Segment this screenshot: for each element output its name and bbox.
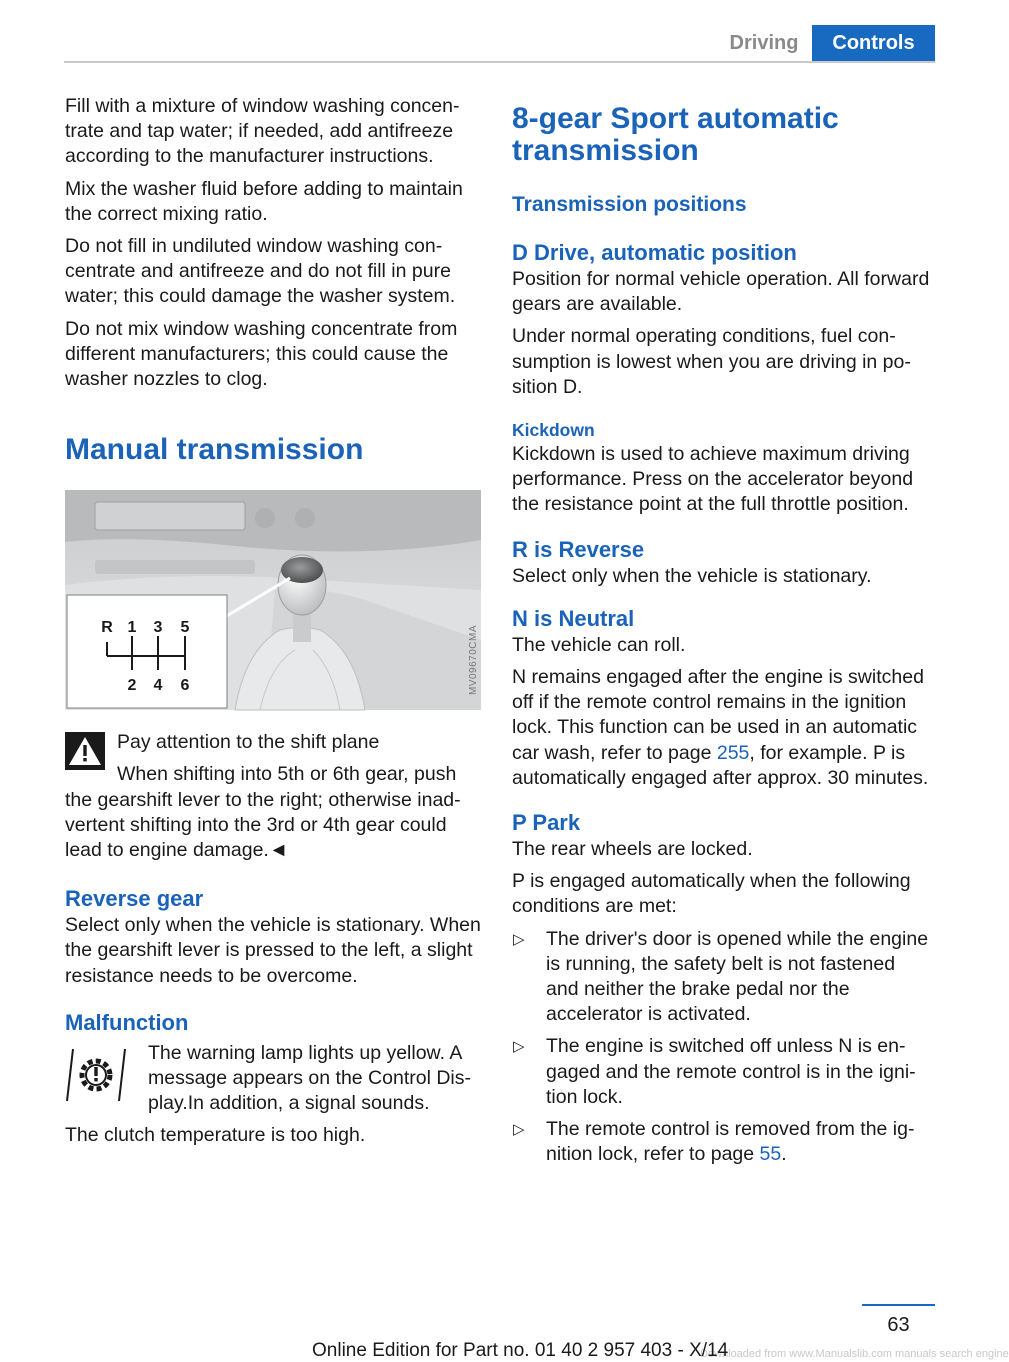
automatic-transmission-title: 8-gear Sport automatic transmission (512, 102, 839, 167)
warning-note (65, 730, 481, 787)
pattern-label-3: 3 (153, 619, 163, 637)
bullet-text-end: . (781, 1143, 787, 1166)
p-park-text-1: The rear wheels are locked. (512, 838, 753, 861)
washer-paragraph-4: Do not mix window washing concentrate from different manufacturers; this could cause the washer nozzles to clog. (65, 317, 458, 391)
r-reverse-title: R is Reverse (512, 536, 645, 562)
watermark: Downloaded from www.Manualslib.com manuals search engine (700, 1348, 1009, 1360)
list-item (512, 1117, 930, 1167)
left-column (65, 94, 481, 1156)
n-neutral-text-1: The vehicle can roll. (512, 633, 686, 656)
bullet-triangle-icon: ▷ (513, 930, 525, 948)
warning-title: Pay attention to the shift plane (117, 731, 380, 754)
bullet-triangle-icon: ▷ (513, 1038, 525, 1056)
pattern-label-6: 6 (180, 677, 190, 695)
d-drive-title: D Drive, automatic position (512, 240, 797, 265)
n-neutral-text-2b: , for example. P is automatically engaged after approx. 30 minutes. (512, 741, 929, 789)
kickdown-title: Kickdown (512, 420, 595, 441)
pattern-label-5: 5 (180, 619, 190, 637)
washer-paragraph-3: Do not fill in undiluted window washing concentrate and antifreeze and do not fill in pure water; this could damage the washer system. (65, 235, 456, 308)
list-item (512, 927, 930, 1028)
kickdown-text: Kickdown is used to achieve maximum driving performance. Press on the accelerator beyond the resistance point at the full throttle position. (512, 443, 914, 516)
list-item (512, 1034, 930, 1110)
warning-text-line1: When shifting into 5th or 6th gear, push (117, 763, 457, 786)
tab-controls[interactable]: Controls (812, 25, 935, 62)
bullet-triangle-icon: ▷ (513, 1121, 525, 1139)
n-neutral-text-2a: N remains engaged after the engine is switched off if the remote control remains in the ignition lock. This function can be used in an automatic car wash, refer to page (512, 666, 924, 764)
malfunction-note (65, 1041, 481, 1117)
transmission-positions-title: Transmission positions (512, 193, 747, 216)
n-neutral-text-2 (512, 665, 930, 791)
page-255-link[interactable]: 255 (716, 741, 750, 764)
pattern-label-2: 2 (127, 677, 137, 695)
right-column (512, 94, 930, 1174)
warning-triangle-icon (65, 732, 105, 775)
transmission-warning-icon (65, 1047, 127, 1108)
footer-edition: Online Edition for Part no. 01 40 2 957 403 - X/14 (312, 1340, 729, 1361)
figure-code: MV09670CMA (468, 625, 479, 696)
pattern-label-4: 4 (153, 677, 163, 695)
reverse-gear-title: Reverse gear (65, 886, 204, 912)
gearshift-illustration (65, 490, 481, 710)
header-divider (64, 61, 935, 63)
p-park-title: P Park (512, 810, 581, 836)
malfunction-title: Malfunction (65, 1009, 189, 1035)
clutch-temperature-text: The clutch temperature is too high. (65, 1124, 366, 1147)
page-number: 63 (887, 1314, 910, 1336)
header-tabs (716, 25, 935, 62)
park-conditions-list (512, 927, 930, 1168)
washer-paragraph-1: Fill with a mixture of window washing concentrate and tap water; if needed, add antifreeze according to the manufacturer instructions. (65, 95, 460, 168)
p-park-text-2: P is engaged automatically when the following conditions are met: (512, 870, 911, 918)
washer-paragraph-2: Mix the washer fluid before adding to maintain the correct mixing ratio. (65, 177, 463, 225)
d-drive-text-1: Position for normal vehicle operation. All forward gears are available. (512, 268, 930, 316)
d-drive-text-2: Under normal operating conditions, fuel consumption is lowest when you are driving in position D. (512, 325, 911, 398)
n-neutral-title: N is Neutral (512, 605, 635, 631)
pattern-label-R: R (101, 619, 113, 637)
bullet-text: The remote control is removed from the ignition lock, refer to page (546, 1118, 915, 1166)
reverse-gear-text: Select only when the vehicle is stationary. When the gearshift lever is pressed to the left, a slight resistance needs to be overcome. (65, 914, 481, 987)
footer-divider (862, 1304, 935, 1306)
page-55-link[interactable]: 55 (759, 1143, 782, 1166)
bullet-text: The engine is switched off unless N is engaged and the remote control is in the ignition lock. (546, 1035, 916, 1108)
malfunction-text: The warning lamp lights up yellow. A message appears on the Control Display.In addition, a signal sounds. (148, 1041, 472, 1115)
bullet-text: The driver's door is opened while the engine is running, the safety belt is not fastened and neither the brake pedal nor the accelerator is activated. (546, 927, 929, 1026)
gearshift-figure (65, 490, 481, 710)
warning-text-rest: the gearshift lever to the right; otherwise inadvertent shifting into the 3rd or 4th gear could lead to engine damage.◄ (65, 788, 461, 862)
pattern-label-1: 1 (127, 619, 137, 637)
manual-transmission-title: Manual transmission (65, 433, 364, 467)
r-reverse-text: Select only when the vehicle is stationary. (512, 564, 872, 587)
tab-driving[interactable]: Driving (729, 32, 799, 54)
